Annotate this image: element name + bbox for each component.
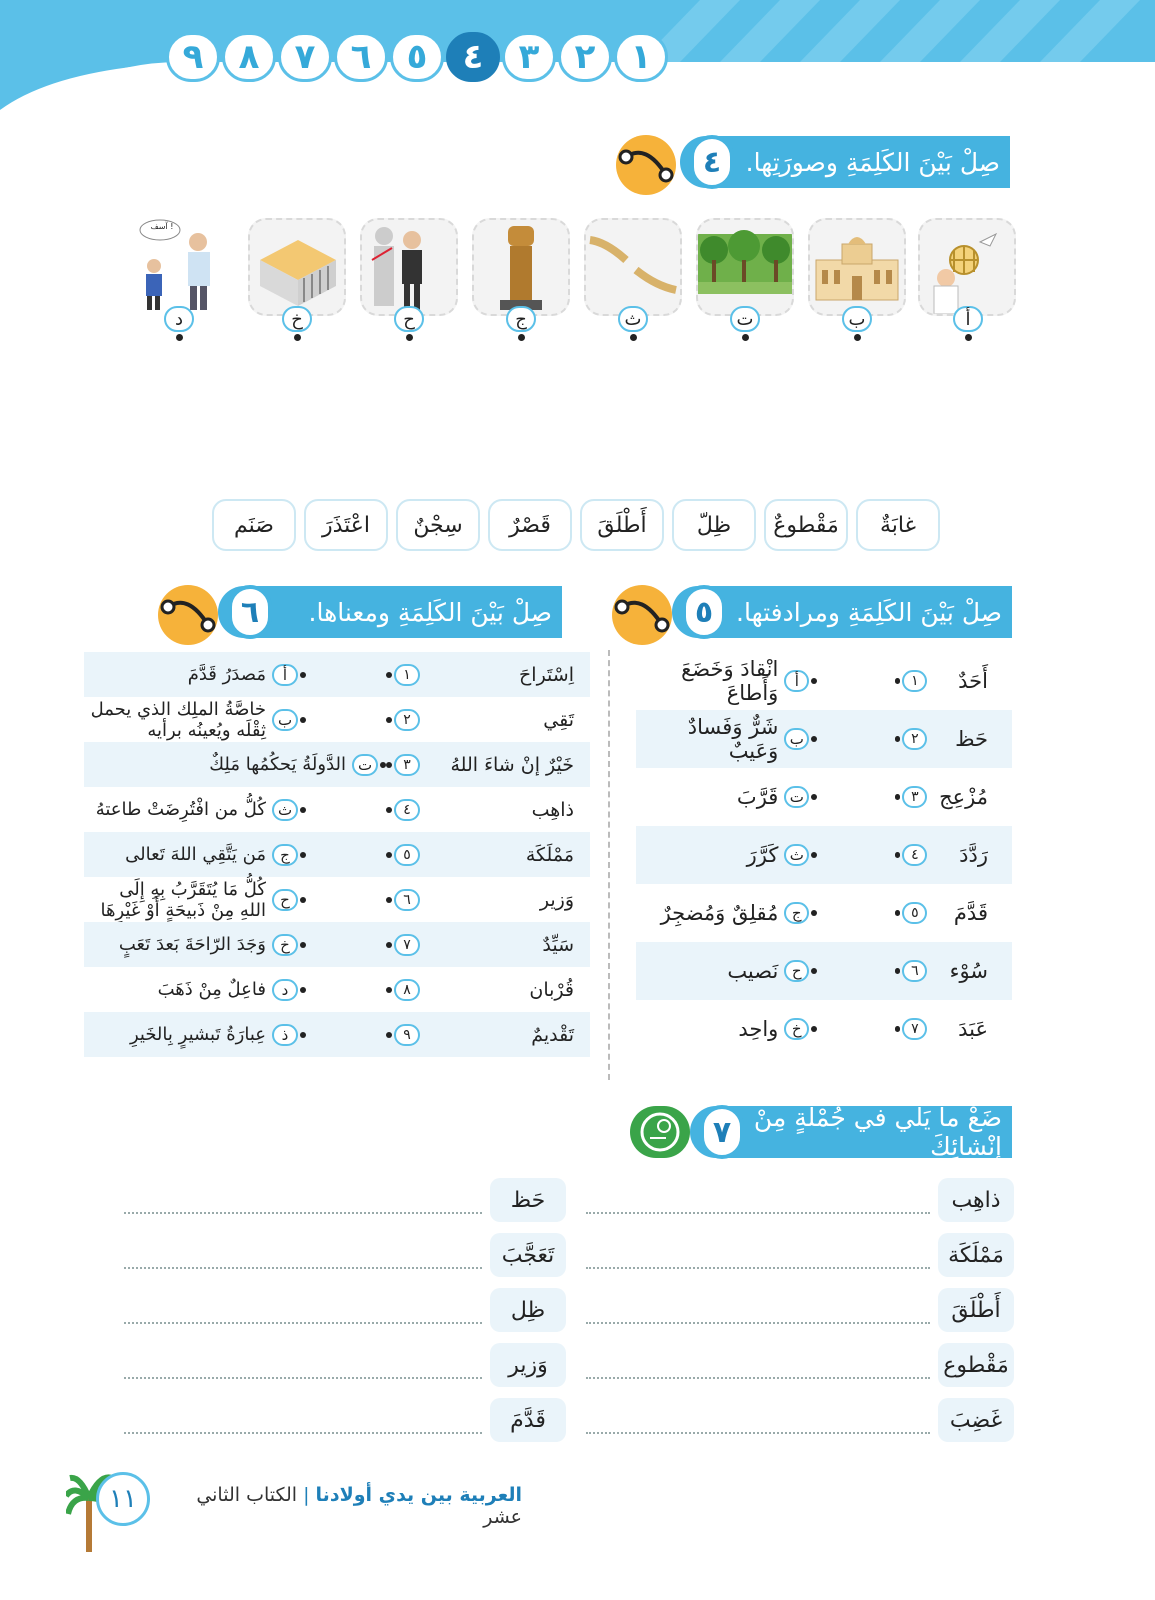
footer-separator: | <box>303 1484 310 1506</box>
match-dot[interactable] <box>386 717 392 723</box>
forest-icon <box>698 220 792 314</box>
section5-number: ٥ <box>682 585 726 639</box>
footer-book-title: العربية بين يدي أولادنا <box>315 1484 522 1506</box>
page-number: ١١ <box>96 1472 150 1526</box>
lesson-num-5[interactable]: ٥ <box>390 32 444 82</box>
row-meaning: كَرَّرَ <box>746 843 779 867</box>
row-meaning: وَجَدَ الرّاحَةَ بَعدَ تَعَبٍ <box>118 934 266 955</box>
sentence-answer-line[interactable] <box>586 1212 930 1214</box>
sentence-answer-line[interactable] <box>124 1432 482 1434</box>
image-dot[interactable] <box>176 334 183 341</box>
image-label-kh: خ <box>282 306 312 332</box>
row-meaning: مَصدَرُ قَدَّمَ <box>187 664 266 685</box>
match-dot[interactable] <box>300 717 306 723</box>
sentence-answer-line[interactable] <box>586 1377 930 1379</box>
sentence-word-right: مَقْطوع <box>938 1343 1014 1387</box>
image-freeing-bird <box>918 218 1016 316</box>
connect-line-icon <box>158 585 218 645</box>
section6-row <box>84 832 590 877</box>
image-dot[interactable] <box>406 334 413 341</box>
row-letter-badge: د <box>272 979 298 1001</box>
match-dot[interactable] <box>811 852 817 858</box>
lesson-num-7[interactable]: ٧ <box>278 32 332 82</box>
match-dot[interactable] <box>895 852 901 858</box>
lesson-number-nav <box>128 32 668 88</box>
image-man-shadow <box>360 218 458 316</box>
image-dot[interactable] <box>854 334 861 341</box>
sentence-answer-line[interactable] <box>124 1322 482 1324</box>
row-word: اِسْتَراحَ <box>519 663 574 686</box>
image-prison <box>248 218 346 316</box>
sentence-word-right: ذاهِب <box>938 1178 1014 1222</box>
row-letter-badge: ذ <box>272 1024 298 1046</box>
section6-row <box>84 967 590 1012</box>
row-word: سَيِّدٌ <box>542 933 574 956</box>
palace-icon <box>810 220 904 314</box>
match-dot[interactable] <box>386 762 392 768</box>
row-number-badge: ٢ <box>394 709 420 731</box>
image-palace <box>808 218 906 316</box>
row-number-badge: ٩ <box>394 1024 420 1046</box>
image-idol <box>472 218 570 316</box>
row-number-badge: ١ <box>394 664 420 686</box>
image-label-h: ح <box>394 306 424 332</box>
brain-gear-icon <box>630 1106 690 1158</box>
section4-title: صِلْ بَيْنَ الكَلِمَةِ وصورَتِها. <box>745 147 1000 177</box>
row-word: رَدَّدَ <box>959 843 988 867</box>
match-dot[interactable] <box>386 1032 392 1038</box>
lesson-num-2[interactable]: ٢ <box>558 32 612 82</box>
row-word: مُزْعِج <box>939 785 988 809</box>
match-dot[interactable] <box>386 987 392 993</box>
row-word: قَدَّمَ <box>953 901 988 925</box>
word-box-apologized: اعْتَذَرَ <box>304 499 388 551</box>
row-meaning: انْقادَ وَخَضَعَ وَأَطاعَ <box>681 657 779 705</box>
row-meaning: واحِد <box>738 1017 779 1041</box>
footer-book-number: الكتاب الثاني عشر <box>196 1484 522 1528</box>
row-number-badge: ١ <box>902 670 927 692</box>
lesson-num-6[interactable]: ٦ <box>334 32 388 82</box>
row-meaning: كُلُّ من افْتُرِضَتْ طاعتهُ <box>95 799 266 820</box>
row-letter-badge: خ <box>272 934 298 956</box>
sentence-word-right: مَمْلَكَة <box>938 1233 1014 1277</box>
word-box-forest: غابَةٌ <box>856 499 940 551</box>
match-dot[interactable] <box>811 1026 817 1032</box>
section6-number: ٦ <box>228 585 272 639</box>
row-letter-badge: ث <box>784 844 809 866</box>
row-number-badge: ٣ <box>394 754 420 776</box>
match-dot[interactable] <box>300 1032 306 1038</box>
row-word: خَيْرٌ إنْ شاءَ اللهُ <box>450 753 574 776</box>
row-letter-badge: ج <box>272 844 298 866</box>
match-dot[interactable] <box>811 794 817 800</box>
think-icon-bg <box>630 1106 690 1158</box>
row-number-badge: ٤ <box>902 844 927 866</box>
rope-icon <box>586 220 680 314</box>
match-dot[interactable] <box>386 852 392 858</box>
row-meaning: مُقلِقٌ وَمُضجِرٌ <box>660 901 779 925</box>
image-label-j: ج <box>506 306 536 332</box>
sentence-word-left: ظِل <box>490 1288 566 1332</box>
section6-row <box>84 742 590 787</box>
row-number-badge: ٧ <box>902 1018 927 1040</box>
match-dot[interactable] <box>895 968 901 974</box>
row-number-badge: ٥ <box>394 844 420 866</box>
image-label-a: أ <box>953 306 983 332</box>
row-meaning: قَرَّبَ <box>736 785 779 809</box>
row-meaning: عِبارَةُ تَبشيرٍ بِالخَيرِ <box>129 1024 266 1045</box>
row-word: وَزير <box>539 888 574 911</box>
section5-row <box>636 652 1012 710</box>
match-dot[interactable] <box>386 807 392 813</box>
row-letter-badge: ج <box>784 902 809 924</box>
section6-row <box>84 1012 590 1057</box>
sentence-word-right: أَطْلَقَ <box>938 1288 1014 1332</box>
row-letter-badge: ح <box>272 889 298 911</box>
match-dot[interactable] <box>811 736 817 742</box>
image-dot[interactable] <box>630 334 637 341</box>
match-dot[interactable] <box>300 807 306 813</box>
row-word: أَحَدٌ <box>958 669 988 693</box>
image-dot[interactable] <box>294 334 301 341</box>
lesson-num-9[interactable]: ٩ <box>166 32 220 82</box>
sentence-answer-line[interactable] <box>124 1377 482 1379</box>
match-dot[interactable] <box>386 672 392 678</box>
image-dot[interactable] <box>518 334 525 341</box>
match-dot[interactable] <box>300 987 306 993</box>
row-number-badge: ٦ <box>902 960 927 982</box>
connect-icon <box>158 585 218 645</box>
word-box-prison: سِجْنٌ <box>396 499 480 551</box>
section7-header <box>690 1103 1012 1161</box>
apologize-icon <box>136 218 230 312</box>
match-dot[interactable] <box>386 942 392 948</box>
match-dot[interactable] <box>300 672 306 678</box>
image-label-t: ت <box>730 306 760 332</box>
row-word: حَظ <box>955 727 988 751</box>
row-word: عَبَدَ <box>958 1017 988 1041</box>
row-word: تَقْديمٌ <box>531 1023 574 1046</box>
section5-row <box>636 826 1012 884</box>
row-number-badge: ٥ <box>902 902 927 924</box>
speech-bubble-text: آسف ! <box>150 222 174 231</box>
row-meaning: فاعِلٌ مِنْ ذَهَبَ <box>157 979 266 1000</box>
connect-line-icon <box>612 585 672 645</box>
man-shadow-icon <box>362 220 456 314</box>
section6-row <box>84 922 590 967</box>
row-meaning: الدَّولَةُ يَحكُمُها مَلِكٌ <box>209 754 346 775</box>
match-dot[interactable] <box>895 794 901 800</box>
idol-icon <box>474 220 568 314</box>
sentence-answer-line[interactable] <box>586 1322 930 1324</box>
row-word: مَمْلَكَة <box>525 843 574 866</box>
row-number-badge: ٣ <box>902 786 927 808</box>
connect-icon <box>612 585 672 645</box>
row-word: ذاهِب <box>531 798 574 821</box>
section4-header <box>680 136 1010 188</box>
section5-row <box>636 1000 1012 1058</box>
image-label-d: د <box>164 306 194 332</box>
sentence-answer-line[interactable] <box>124 1267 482 1269</box>
section5-row <box>636 884 1012 942</box>
sentence-word-left: تَعَجَّبَ <box>490 1233 566 1277</box>
match-dot[interactable] <box>300 897 306 903</box>
image-forest <box>696 218 794 316</box>
section5-row <box>636 710 1012 768</box>
match-dot[interactable] <box>895 678 901 684</box>
row-letter-badge: أ <box>272 664 298 686</box>
row-number-badge: ٢ <box>902 728 927 750</box>
image-apologize <box>136 218 234 316</box>
row-meaning: شَرٌّ وَفَسادٌ وَعَيبٌ <box>687 715 779 763</box>
row-letter-badge: ت <box>784 786 809 808</box>
row-letter-badge: ت <box>352 754 378 776</box>
section6-title: صِلْ بَيْنَ الكَلِمَةِ ومعناها. <box>308 597 552 627</box>
row-word: تَقِي <box>543 708 574 731</box>
image-label-th: ث <box>618 306 648 332</box>
sentence-answer-line[interactable] <box>124 1212 482 1214</box>
row-letter-badge: ث <box>272 799 298 821</box>
word-box-cut: مَقْطوعٌ <box>764 499 848 551</box>
lesson-num-1[interactable]: ١ <box>614 32 668 82</box>
lesson-num-4-active[interactable]: ٤ <box>446 32 500 82</box>
row-number-badge: ٤ <box>394 799 420 821</box>
row-number-badge: ٨ <box>394 979 420 1001</box>
section6-row <box>84 697 590 742</box>
sentence-word-left: حَظ <box>490 1178 566 1222</box>
row-word: سُوْء <box>949 959 988 983</box>
row-word: قُرْبان <box>529 978 574 1001</box>
word-box-released: أَطْلَقَ <box>580 499 664 551</box>
prison-icon <box>250 220 344 314</box>
row-letter-badge: ب <box>272 709 298 731</box>
image-dot[interactable] <box>965 334 972 341</box>
sentence-word-left: وَزير <box>490 1343 566 1387</box>
match-dot[interactable] <box>380 762 386 768</box>
section7-title: ضَعْ ما يَلي في جُمْلَةٍ مِنْ إِنْشائِكَ <box>753 1103 1002 1161</box>
word-box-idol: صَنَم <box>212 499 296 551</box>
row-meaning: خاصَّةُ الملِك الذي يحمل ثِقْلَه ويُعينُه برأيه <box>90 698 266 741</box>
match-dot[interactable] <box>895 736 901 742</box>
row-letter-badge: خ <box>784 1018 809 1040</box>
match-dot[interactable] <box>811 910 817 916</box>
lesson-num-8[interactable]: ٨ <box>222 32 276 82</box>
section5-row <box>636 768 1012 826</box>
sentence-word-left: قَدَّمَ <box>490 1398 566 1442</box>
bird-cage-icon <box>920 220 1014 314</box>
match-dot[interactable] <box>300 852 306 858</box>
match-dot[interactable] <box>386 897 392 903</box>
row-meaning: نَصيب <box>727 959 779 983</box>
section5-title: صِلْ بَيْنَ الكَلِمَةِ ومرادفتها. <box>736 597 1002 627</box>
row-letter-badge: أ <box>784 670 809 692</box>
footer-book-info <box>162 1484 522 1528</box>
word-box-palace: قَصْرٌ <box>488 499 572 551</box>
match-dot[interactable] <box>811 678 817 684</box>
section6-header <box>218 586 562 638</box>
row-meaning: مَن يَتَّقِي اللهَ تَعالى <box>125 844 266 865</box>
connect-icon <box>616 135 676 195</box>
column-divider <box>608 650 610 1080</box>
row-letter-badge: ب <box>784 728 809 750</box>
section5-header <box>672 586 1012 638</box>
row-number-badge: ٦ <box>394 889 420 911</box>
section6-row <box>84 787 590 832</box>
sentence-answer-line[interactable] <box>586 1267 930 1269</box>
sentence-answer-line[interactable] <box>586 1432 930 1434</box>
match-dot[interactable] <box>811 968 817 974</box>
section6-row <box>84 652 590 697</box>
section7-number: ٧ <box>700 1105 744 1159</box>
section6-row <box>84 877 590 922</box>
row-letter-badge: ح <box>784 960 809 982</box>
lesson-num-3[interactable]: ٣ <box>502 32 556 82</box>
section4-number: ٤ <box>690 135 734 189</box>
connect-line-icon <box>616 135 676 195</box>
image-cut-rope <box>584 218 682 316</box>
row-number-badge: ٧ <box>394 934 420 956</box>
match-dot[interactable] <box>300 942 306 948</box>
match-dot[interactable] <box>895 910 901 916</box>
sentence-word-right: غَضِبَ <box>938 1398 1014 1442</box>
word-box-shadow: ظِلّ <box>672 499 756 551</box>
image-label-b: ب <box>842 306 872 332</box>
image-dot[interactable] <box>742 334 749 341</box>
match-dot[interactable] <box>895 1026 901 1032</box>
row-meaning: كُلُّ مَا يُتَقَرَّبُ بِهِ إِلَى اللهِ مِنْ ذَبيحَةٍ أَوْ غَيْرِهَا <box>100 878 266 921</box>
section5-row <box>636 942 1012 1000</box>
